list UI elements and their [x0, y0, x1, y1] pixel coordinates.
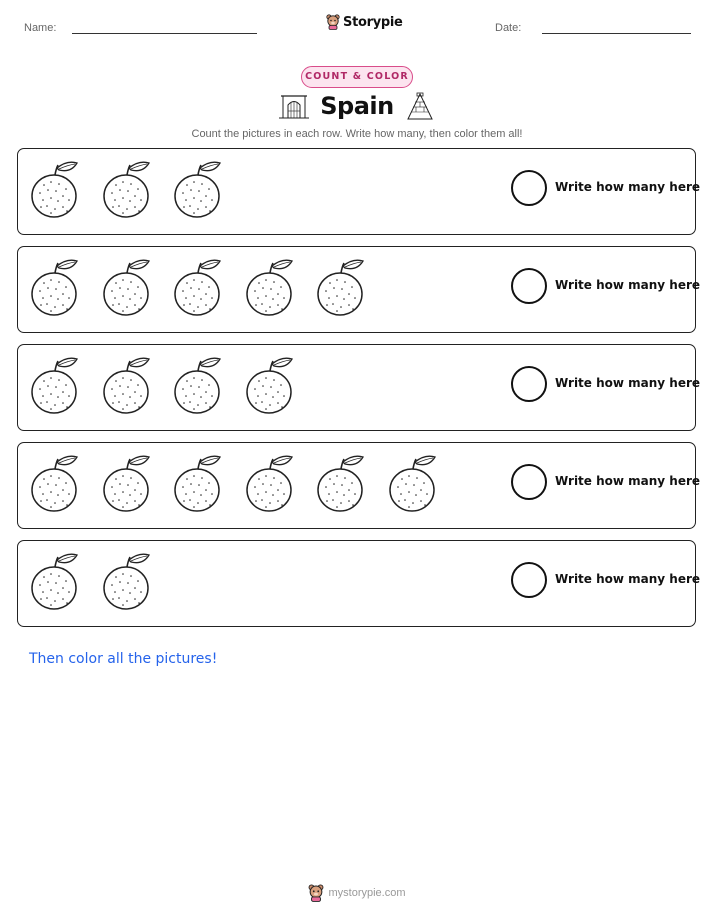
answer-circle[interactable] [511, 366, 547, 402]
orange-icon [101, 453, 153, 513]
answer-circle[interactable] [511, 464, 547, 500]
footer-url: mystorypie.com [328, 887, 406, 899]
orange-icon [244, 355, 296, 415]
orange-icon [172, 355, 224, 415]
orange-icon [101, 159, 153, 219]
answer-circle[interactable] [511, 562, 547, 598]
color-instruction: Then color all the pictures! [29, 651, 218, 667]
date-label: Date: [495, 22, 522, 34]
pyramid-icon [406, 92, 434, 120]
orange-icon [29, 159, 81, 219]
orange-icon [29, 551, 81, 611]
answer-circle[interactable] [511, 268, 547, 304]
date-field-line[interactable] [542, 33, 691, 34]
counting-row [17, 246, 701, 333]
name-field-line[interactable] [72, 33, 257, 34]
header [0, 14, 714, 44]
instructions: Count the pictures in each row. Write how many, then color them all! [191, 128, 523, 140]
orange-icon [172, 159, 224, 219]
orange-icon [101, 551, 153, 611]
footer [0, 884, 714, 902]
orange-icon [101, 257, 153, 317]
answer-circle[interactable] [511, 170, 547, 206]
orange-icon [244, 453, 296, 513]
answer-prompt: Write how many here [555, 278, 701, 292]
counting-row [17, 442, 701, 529]
page-title: Spain [320, 92, 394, 120]
orange-icon [387, 453, 439, 513]
brand-name: Storypie [343, 14, 403, 30]
answer-prompt: Write how many here [555, 180, 701, 194]
bear-logo-icon [326, 14, 340, 30]
orange-icon [315, 453, 367, 513]
orange-icon [172, 257, 224, 317]
activity-badge: COUNT & COLOR [301, 66, 413, 88]
orange-icon [172, 453, 224, 513]
counting-row [17, 148, 701, 235]
bear-logo-icon [308, 884, 324, 902]
orange-icon [29, 453, 81, 513]
orange-icon [29, 355, 81, 415]
answer-prompt: Write how many here [555, 572, 701, 586]
name-label: Name: [24, 22, 57, 34]
counting-row [17, 344, 701, 431]
brand-logo [326, 14, 403, 30]
answer-prompt: Write how many here [555, 474, 701, 488]
orange-icon [29, 257, 81, 317]
orange-icon [101, 355, 153, 415]
counting-row [17, 540, 701, 627]
title-area [0, 92, 714, 124]
orange-icon [244, 257, 296, 317]
orange-icon [315, 257, 367, 317]
answer-prompt: Write how many here [555, 376, 701, 390]
